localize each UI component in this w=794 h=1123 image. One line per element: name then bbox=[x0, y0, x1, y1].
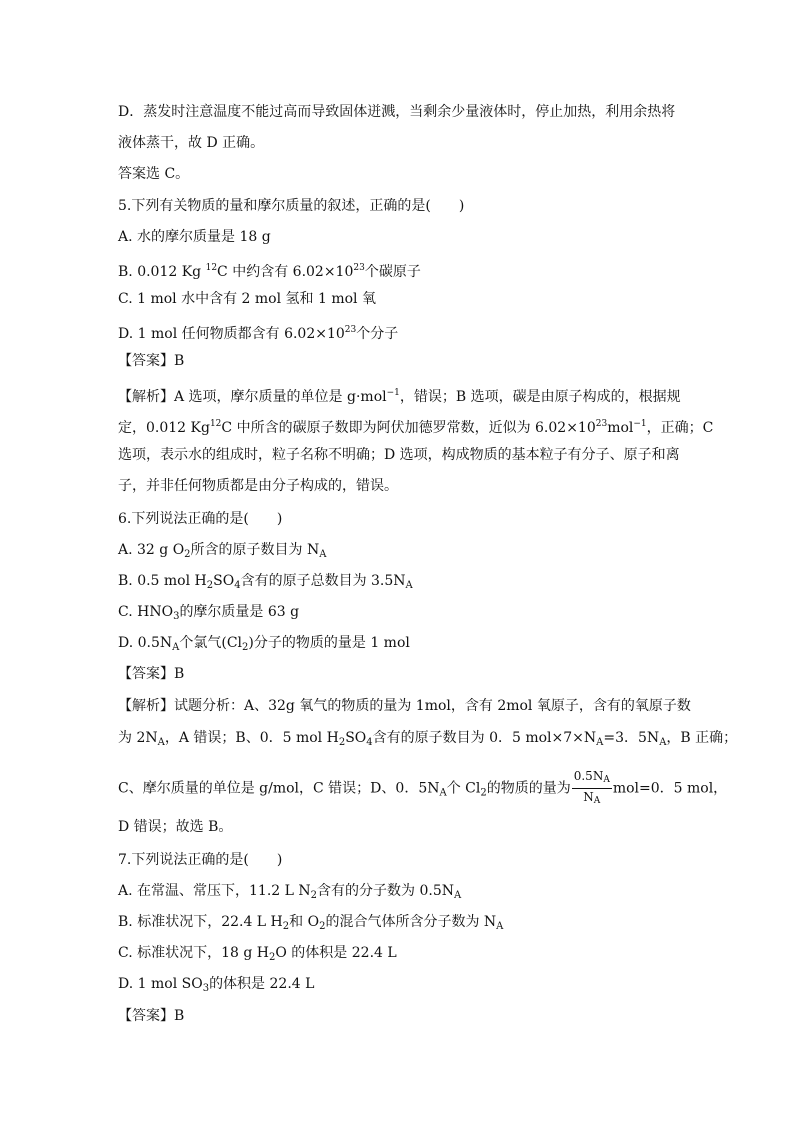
explanation-line: D 错误；故选 B。 bbox=[118, 819, 233, 835]
question-5-option-c: C. 1 mol 水中含有 2 mol 氢和 1 mol 氧 bbox=[118, 291, 376, 307]
question-6-option-d: D. $0.5N_A$个氯气$(Cl_2)$分子的物质的量是 1 mol bbox=[118, 635, 410, 653]
explanation-line: 子，并非任何物质都是由分子构成的，错误。 bbox=[118, 478, 398, 494]
question-6-option-c: C. $HNO_3$的摩尔质量是 63 g bbox=[118, 604, 300, 622]
text-line: D．蒸发时注意温度不能过高而导致固体迸溅，当剩余少量液体时，停止加热，利用余热将 bbox=[118, 104, 676, 120]
question-5-option-b: B. 0.012 Kg $^{12}$C 中约含有 $6.02\times 10^{23}$个碳原子 bbox=[118, 263, 421, 280]
question-5-option-a: A. 水的摩尔质量是 18 g bbox=[118, 229, 271, 245]
answer-label: 【答案】B bbox=[118, 1008, 185, 1024]
explanation-line: 为 $2N_A$，A 错误；B、0．5 mol $H_2SO_4$含有的原子数目为 0．5 $mol\times 7\times N_A=3$．$5N_A$，B 正确； bbox=[118, 730, 738, 748]
explanation-line: 定，0.012 Kg$^{12}$C 中所含的碳原子数即为阿伏加德罗常数，近似为 $6.02\times 10^{23}mol^{-1}$，正确；C bbox=[118, 419, 714, 436]
question-6-option-b: B. 0.5 mol $H_2SO_4$含有的原子总数目为 $3.5N_A$ bbox=[118, 573, 413, 591]
question-5-stem: 5.下列有关物质的量和摩尔质量的叙述，正确的是( ) bbox=[118, 198, 465, 214]
question-7-option-a: A. 在常温、常压下，11.2 L $N_2$含有的分子数为 $0.5N_A$ bbox=[118, 883, 462, 901]
explanation-line: 选项，表示水的组成时，粒子名称不明确；D 选项，构成物质的基本粒子有分子、原子和离 bbox=[118, 447, 680, 463]
question-7-option-c: C. 标准状况下，18 g $H_2O$ 的体积是 22.4 L bbox=[118, 945, 397, 963]
answer-label: 【答案】B bbox=[118, 353, 185, 369]
question-6-stem: 6.下列说法正确的是( ) bbox=[118, 511, 283, 527]
explanation-line: 【解析】A 选项，摩尔质量的单位是 g·mol$^{-1}$，错误；B 选项，碳是由原子构成的，根据规 bbox=[118, 388, 681, 405]
explanation-line: 【解析】试题分析：A、32g 氧气的物质的量为 1mol，含有 2mol 氧原子，含有的氧原子数 bbox=[118, 698, 691, 714]
text-line: 液体蒸干，故 D 正确。 bbox=[118, 135, 265, 151]
fraction: $\frac{0.5N_A}{N_A}$ bbox=[573, 769, 610, 806]
answer-label: 【答案】B bbox=[118, 666, 185, 682]
question-7-stem: 7.下列说法正确的是( ) bbox=[118, 852, 283, 868]
text-line: 答案选 C。 bbox=[118, 166, 190, 182]
question-7-option-d: D. 1 mol $SO_3$的体积是 22.4 L bbox=[118, 976, 315, 994]
question-6-option-a: A. 32 g $O_2$所含的原子数目为 $N_A$ bbox=[118, 542, 327, 560]
explanation-line: C、摩尔质量的单位是 g/mol，C 错误；D、0．$5N_A$个 $Cl_2$的物质的量为 $\frac{0.5N_A}{N_A}$ mol=0．5 mol， bbox=[118, 768, 727, 809]
question-7-option-b: B. 标准状况下，22.4 L $H_2$和 $O_2$的混合气体所含分子数为 $N_A$ bbox=[118, 914, 504, 932]
question-5-option-d: D. 1 mol 任何物质都含有 $6.02\times 10^{23}$个分子 bbox=[118, 325, 399, 342]
